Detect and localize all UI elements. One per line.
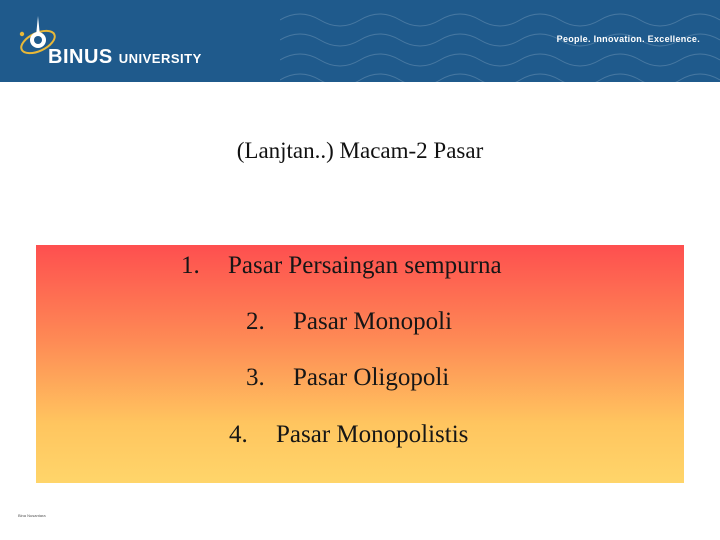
footer-note: Bina Nusantara [18,513,46,518]
brand-main: BINUS [48,46,113,68]
list-item-number: 1. [181,252,200,279]
list-item-text: Pasar Monopoli [293,308,453,335]
header-bar [0,0,720,82]
list-item [229,421,468,449]
list-item-text: Pasar Persaingan sempurna [228,252,502,279]
list-item-number: 3. [246,364,265,391]
list-item-text: Pasar Oligopoli [293,364,450,391]
list-item [181,252,502,280]
list-item-text: Pasar Monopolistis [276,421,469,448]
slide-title: (Lanjtan..) Macam-2 Pasar [236,138,484,163]
tagline: People. Innovation. Excellence. [556,34,700,44]
list-item-number: 4. [229,421,248,448]
list-item [246,364,449,392]
brand-wordmark [48,46,202,68]
brand-sub: UNIVERSITY [118,51,202,66]
list-item-number: 2. [246,308,265,335]
list-item [246,308,452,336]
